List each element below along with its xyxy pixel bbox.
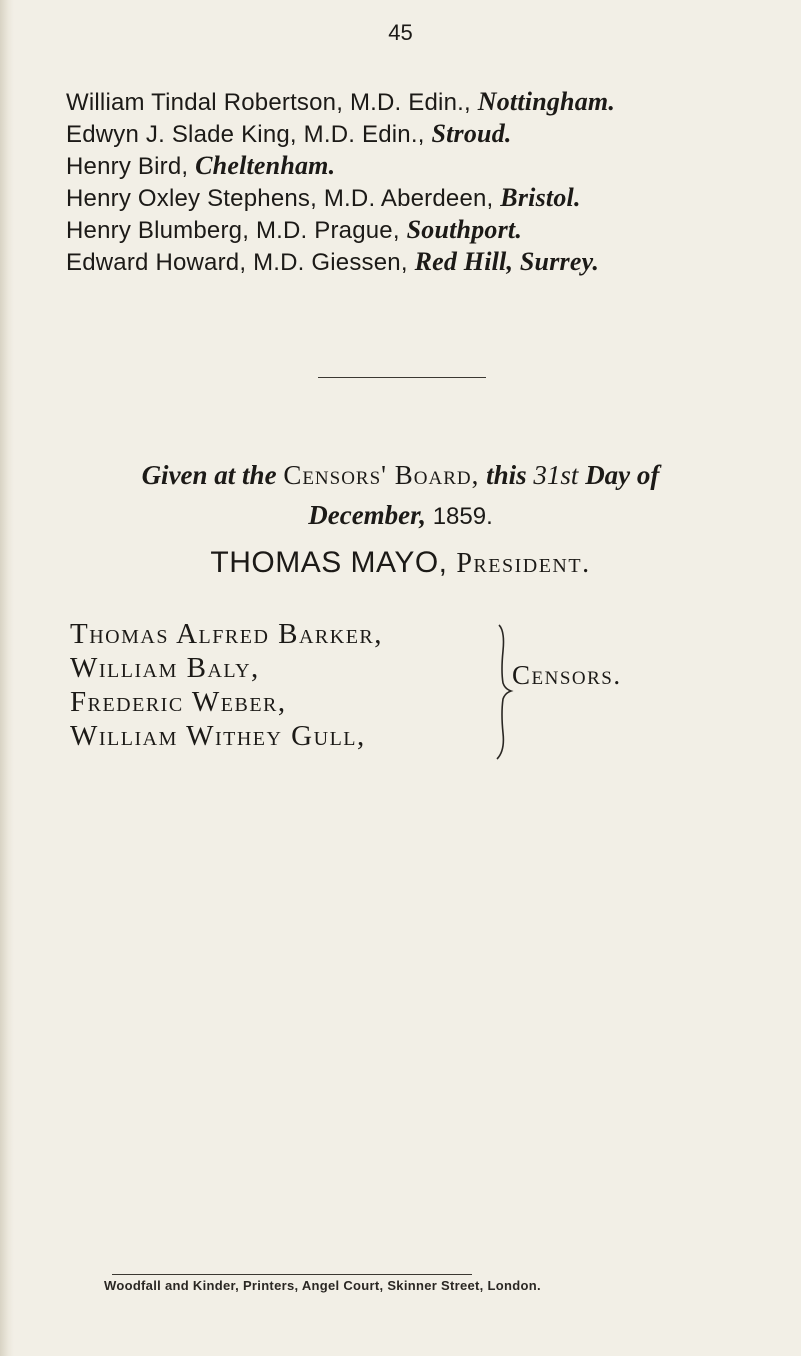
given-month: December, — [308, 500, 426, 530]
member-place: Stroud. — [431, 119, 512, 148]
member-name: Henry Bird, — [66, 153, 189, 180]
member-entry — [66, 150, 615, 182]
given-this: this — [486, 460, 527, 490]
censor-name: Frederic Weber, — [70, 686, 287, 718]
given-statement — [0, 455, 801, 537]
censors-list — [70, 617, 383, 753]
brace-icon — [485, 621, 515, 761]
president-name: THOMAS MAYO, — [210, 546, 448, 579]
member-place: Bristol. — [500, 183, 581, 212]
given-year: 1859. — [432, 503, 493, 530]
member-entry — [66, 182, 615, 214]
page-edge-shadow — [0, 0, 14, 1356]
member-name: Henry Oxley Stephens, M.D. Aberdeen, — [66, 185, 494, 212]
censors-board: Censors' Board, — [283, 460, 480, 490]
given-line-1 — [0, 455, 801, 495]
member-name: Edwyn J. Slade King, M.D. Edin., — [66, 121, 425, 148]
given-lead: Given at the — [141, 460, 277, 490]
censors-label: Censors. — [512, 660, 622, 690]
president-line — [0, 546, 801, 580]
given-day-number: 31st — [533, 460, 579, 490]
president-title: President. — [456, 548, 591, 579]
censor-name: Thomas Alfred Barker, — [70, 618, 384, 650]
member-name: Henry Blumberg, M.D. Prague, — [66, 217, 400, 244]
member-entry — [66, 214, 615, 246]
member-entry — [66, 118, 615, 150]
member-place: Nottingham. — [477, 87, 616, 116]
member-place: Red Hill, Surrey. — [414, 247, 600, 276]
member-name: William Tindal Robertson, M.D. Edin., — [66, 89, 471, 116]
footer-divider — [112, 1274, 472, 1275]
given-day-of: Day of — [585, 460, 660, 490]
member-entry — [66, 246, 615, 278]
censor-name: William Baly, — [70, 652, 260, 684]
member-entry — [66, 86, 615, 118]
member-place: Southport. — [406, 215, 523, 244]
section-divider — [318, 377, 486, 378]
given-line-2 — [0, 495, 801, 537]
member-list — [66, 86, 615, 278]
printer-imprint: Woodfall and Kinder, Printers, Angel Court, Skinner Street, London. — [104, 1278, 541, 1293]
member-place: Cheltenham. — [195, 151, 336, 180]
member-name: Edward Howard, M.D. Giessen, — [66, 249, 408, 276]
censor-name: William Withey Gull, — [70, 720, 366, 752]
page-number: 45 — [388, 20, 413, 45]
